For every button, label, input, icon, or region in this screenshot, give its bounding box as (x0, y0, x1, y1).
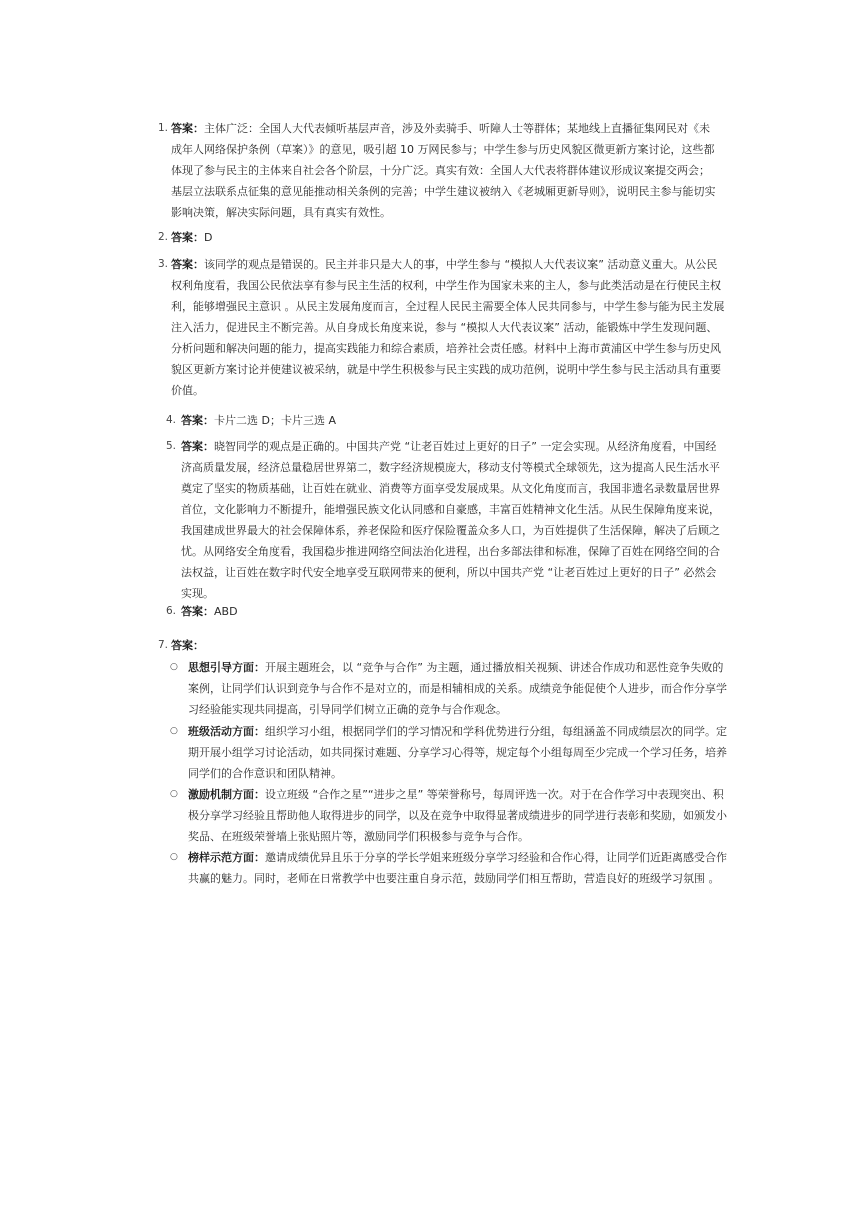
answer-content (171, 635, 720, 656)
answer-number: 5. (165, 440, 176, 452)
answer-number: 6. (165, 605, 176, 617)
answer-item-6 (162, 601, 722, 622)
bullet-item-3 (170, 784, 730, 847)
answer-label: 答案 (181, 414, 203, 427)
bullet-colon: ： (254, 788, 265, 801)
answer-content (171, 118, 720, 223)
answer-text: D (204, 231, 213, 244)
answer-colon: ： (193, 231, 204, 244)
answer-colon: ： (203, 605, 214, 618)
bullet-marker: ○ (170, 662, 178, 672)
answer-number: 1. (157, 122, 168, 134)
answer-text: ABD (214, 605, 238, 618)
answer-label: 答案 (171, 122, 193, 135)
bullet-label: 班级活动方面 (188, 725, 254, 738)
answer-number: 4. (165, 414, 176, 426)
bullet-text: 邀请成绩优异且乐于分享的学长学姐来班级分享学习经验和合作心得，让同学们近距离感受合作共赢的魅力。同时，老师在日常教学中也要注重自身示范，鼓励同学们相互帮助，营造良好的班级学习氛围 。 (188, 851, 727, 885)
answer-label: 答案 (171, 639, 193, 652)
answer-number: 3. (157, 258, 168, 270)
answer-item-4 (162, 410, 722, 431)
bullet-item-1 (170, 657, 730, 720)
answer-text: 主体广泛：全国人大代表倾听基层声音，涉及外卖骑手、听障人士等群体；某地线上直播征集网民对《未成年人网络保护条例（草案）》的意见，吸引超 10 万网民参与；中学生参与历史风貌区微更新方案讨论，这些都体现了参与民主的主体来自社会各个阶层，十分广泛。真实有效：全国人大代表将群体建议形成议案提交两会；基层立法联系点征集的意见能推动相关条例的完善；中学生建议被纳入《老城厢更新导则》，说明民主参与能切实影响决策，解决实际问题，具有真实有效性。 (171, 122, 716, 219)
answer-label: 答案 (171, 231, 193, 244)
answer-item-3 (150, 254, 725, 401)
bullet-text: 组织学习小组，根据同学们的学习情况和学科优势进行分组，每组涵盖不同成绩层次的同学。定期开展小组学习讨论活动，如共同探讨难题、分享学习心得等，规定每个小组每周至少完成一个学习任务，培养同学们的合作意识和团队精神。 (188, 725, 727, 780)
answer-text: 晓智同学的观点是正确的。中国共产党 “让老百姓过上更好的日子” 一定会实现。从经济角度看，中国经济高质量发展，经济总量稳居世界第二，数字经济规模庞大，移动支付等模式全球领先，这为提高人民生活水平奠定了坚实的物质基础，让百姓在就业、消费等方面享受发展成果。从文化角度而言，我国非遗名录数量居世界首位，文化影响力不断提升，能增强民族文化认同感和自豪感，丰富百姓精神文化生活。从民生保障角度来说，我国建成世界最大的社会保障体系，养老保险和医疗保险覆盖众多人口，为百姓提供了生活保障，解决了后顾之忧。从网络安全角度看，我国稳步推进网络空间法治化进程，出台多部法律和标准，保障了百姓在网络空间的合法权益，让百姓在数字时代安全地享受互联网带来的便利，所以中国共产党 “让老百姓过上更好的日子” 必然会实现。 (181, 440, 720, 600)
answer-text: 该同学的观点是错误的。民主并非只是大人的事，中学生参与 “模拟人大代表议案” 活动意义重大。从公民权利角度看，我国公民依法享有参与民主生活的权利，中学生作为国家未来的主人，参与此类活动是在行使民主权利，能够增强民主意识 。从民主发展角度而言，全过程人民民主需要全体人民共同参与，中学生参与能为民主发展注入活力，促进民主不断完善。从自身成长角度来说，参与 “模拟人大代表议案” 活动，能锻炼中学生发现问题、分析问题和解决问题的能力，提高实践能力和综合素质，培养社会责任感。材料中上海市黄浦区中学生参与历史风貌区更新方案讨论并使建议被采纳，就是中学生积极参与民主实践的成功范例，说明中学生参与民主活动具有重要价值。 (171, 258, 725, 397)
answer-content (171, 227, 720, 248)
answer-colon: ： (193, 122, 204, 135)
answer-text: 卡片二选 D；卡片三选 A (214, 414, 336, 427)
bullet-content (188, 657, 730, 720)
bullet-item-2 (170, 721, 730, 784)
answer-content (171, 254, 725, 401)
bullet-label: 榜样示范方面 (188, 851, 254, 864)
answer-content (181, 436, 727, 604)
answer-colon: ： (193, 258, 204, 271)
answer-item-1 (150, 118, 720, 223)
answer-colon: ： (193, 639, 204, 652)
bullet-marker: ○ (170, 789, 178, 799)
bullet-text: 开展主题班会，以 “竞争与合作” 为主题，通过播放相关视频、讲述合作成功和恶性竞争失败的案例，让同学们认识到竞争与合作不是对立的，而是相辅相成的关系。成绩竞争能促使个人进步，而合作分享学习经验能实现共同提高，引导同学们树立正确的竞争与合作观念。 (188, 661, 727, 716)
answer-item-7 (150, 635, 720, 656)
bullet-item-4 (170, 847, 730, 889)
answer-content (181, 410, 722, 431)
answer-colon: ： (203, 440, 214, 453)
bullet-colon: ： (254, 851, 265, 864)
bullet-marker: ○ (170, 726, 178, 736)
answer-content (181, 601, 722, 622)
bullet-label: 激励机制方面 (188, 788, 254, 801)
bullet-content (188, 847, 730, 889)
answer-label: 答案 (171, 258, 193, 271)
answer-item-5 (162, 436, 727, 604)
answer-label: 答案 (181, 440, 203, 453)
bullet-colon: ： (254, 661, 265, 674)
bullet-content (188, 784, 730, 847)
bullet-label: 思想引导方面 (188, 661, 254, 674)
answer-label: 答案 (181, 605, 203, 618)
bullet-text: 设立班级 “合作之星”“进步之星” 等荣誉称号，每周评选一次。对于在合作学习中表现突出、积极分享学习经验且帮助他人取得进步的同学，以及在竞争中取得显著成绩进步的同学进行表彰和奖励，如颁发小奖品、在班级荣誉墙上张贴照片等，激励同学们积极参与竞争与合作。 (188, 788, 727, 843)
bullet-colon: ： (254, 725, 265, 738)
bullet-marker: ○ (170, 852, 178, 862)
bullet-content (188, 721, 730, 784)
answer-colon: ： (203, 414, 214, 427)
answer-number: 7. (157, 639, 168, 651)
answer-item-2 (150, 227, 720, 248)
answer-number: 2. (157, 231, 168, 243)
